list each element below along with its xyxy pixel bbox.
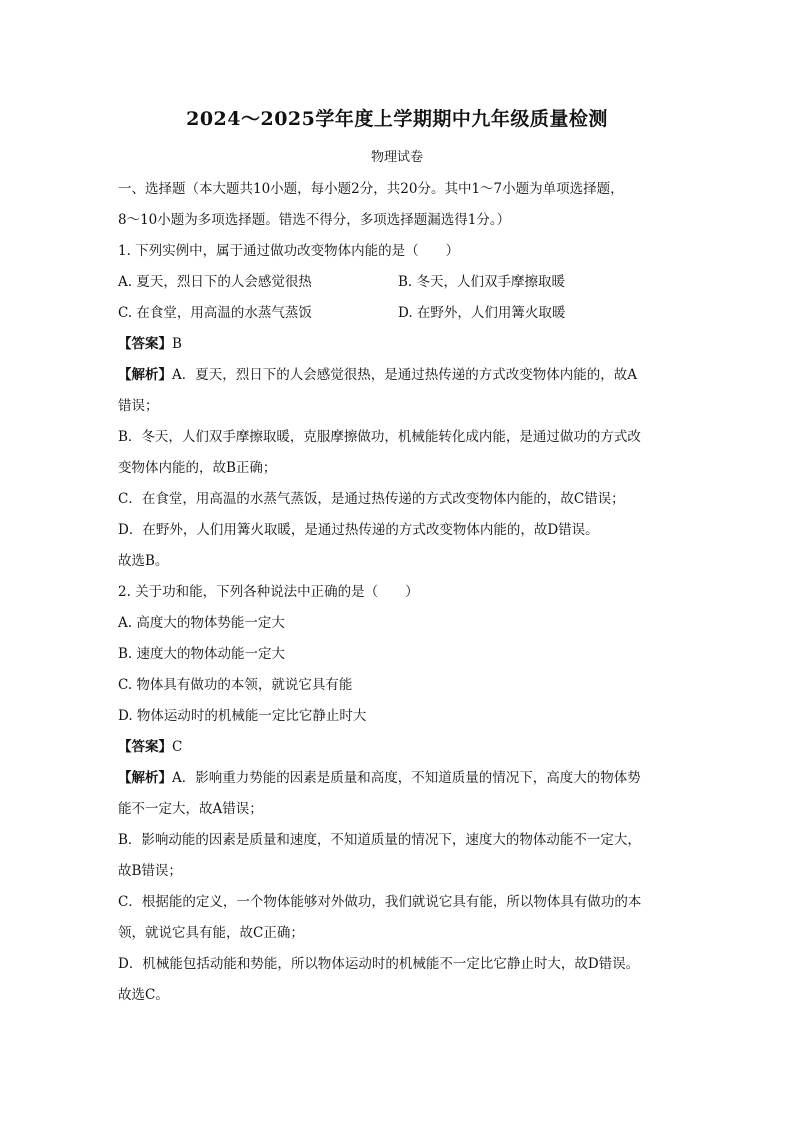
answer-value: C [172,739,183,755]
question-2-analysis-line: C．根据能的定义，一个物体能够对外做功，我们就说它具有能，所以物体具有做功的本 [118,894,642,910]
question-1-analysis-line: 错误； [118,398,159,414]
question-2-option-a: A. 高度大的物体势能一定大 [118,615,285,631]
question-2-option-c: C. 物体具有做功的本领，就说它具有能 [118,677,353,693]
question-1-analysis-line [118,360,678,391]
question-2-conclusion: 故选C。 [118,987,169,1003]
question-2-analysis-line: 能不一定大，故A错误； [118,801,263,817]
page-subtitle: 物理试卷 [370,150,423,165]
question-1-option-c: C. 在食堂，用高温的水蒸气蒸饭 [118,305,312,321]
question-2-analysis-line [118,763,678,794]
analysis-text: A．夏天，烈日下的人会感觉很热，是通过热传递的方式改变物体内能的，故A [172,367,637,383]
question-2-option-b: B. 速度大的物体动能一定大 [118,646,286,662]
answer-value: B [172,336,182,352]
question-2-option-d: D. 物体运动时的机械能一定比它静止时大 [118,708,367,724]
question-1-analysis-line: 变物体内能的，故B正确； [118,460,277,476]
question-2-analysis-line: B．影响动能的因素是质量和速度，不知道质量的情况下，速度大的物体动能不一定大， [118,832,641,848]
question-2-analysis-line: 领，就说它具有能，故C正确； [118,925,304,941]
question-1-options-row-1 [118,267,678,298]
question-1-analysis-line: B．冬天，人们双手摩擦取暖，克服摩擦做功，机械能转化成内能，是通过做功的方式改 [118,429,641,445]
page-title: 2024～2025学年度上学期期中九年级质量检测 [186,108,608,130]
section-heading-line-1: 一、选择题（本大题共10小题，每小题2分，共20分。其中1～7小题为单项选择题， [118,181,624,197]
question-2-analysis-line: D．机械能包括动能和势能，所以物体运动时的机械能不一定比它静止时大，故D错误。 [118,956,640,972]
question-2-analysis-line: 故B错误； [118,863,182,879]
analysis-tag: 【解析】 [118,770,172,786]
question-2-stem: 2. 关于功和能，下列各种说法中正确的是（ ） [118,584,419,600]
question-1-options-row-2 [118,298,678,329]
document-body [118,174,678,1011]
question-1-analysis-line: C．在食堂，用高温的水蒸气蒸饭，是通过热传递的方式改变物体内能的，故C错误； [118,491,625,507]
question-1-conclusion: 故选B。 [118,553,169,569]
question-1-option-d: D. 在野外，人们用篝火取暖 [398,305,566,321]
answer-tag: 【答案】 [118,739,172,755]
question-1-analysis-line: D．在野外，人们用篝火取暖，是通过热传递的方式改变物体内能的，故D错误。 [118,522,599,538]
question-2-answer [118,732,678,763]
question-1-option-a: A. 夏天，烈日下的人会感觉很热 [118,274,312,290]
analysis-text: A．影响重力势能的因素是质量和高度，不知道质量的情况下，高度大的物体势 [172,770,641,786]
question-1-answer [118,329,678,360]
answer-tag: 【答案】 [118,336,172,352]
analysis-tag: 【解析】 [118,367,172,383]
question-1-stem: 1. 下列实例中，属于通过做功改变物体内能的是（ ） [118,243,460,259]
section-heading-line-2: 8～10小题为多项选择题。错选不得分，多项选择题漏选得1分。） [118,212,511,228]
question-1-option-b: B. 冬天，人们双手摩擦取暖 [398,274,566,290]
